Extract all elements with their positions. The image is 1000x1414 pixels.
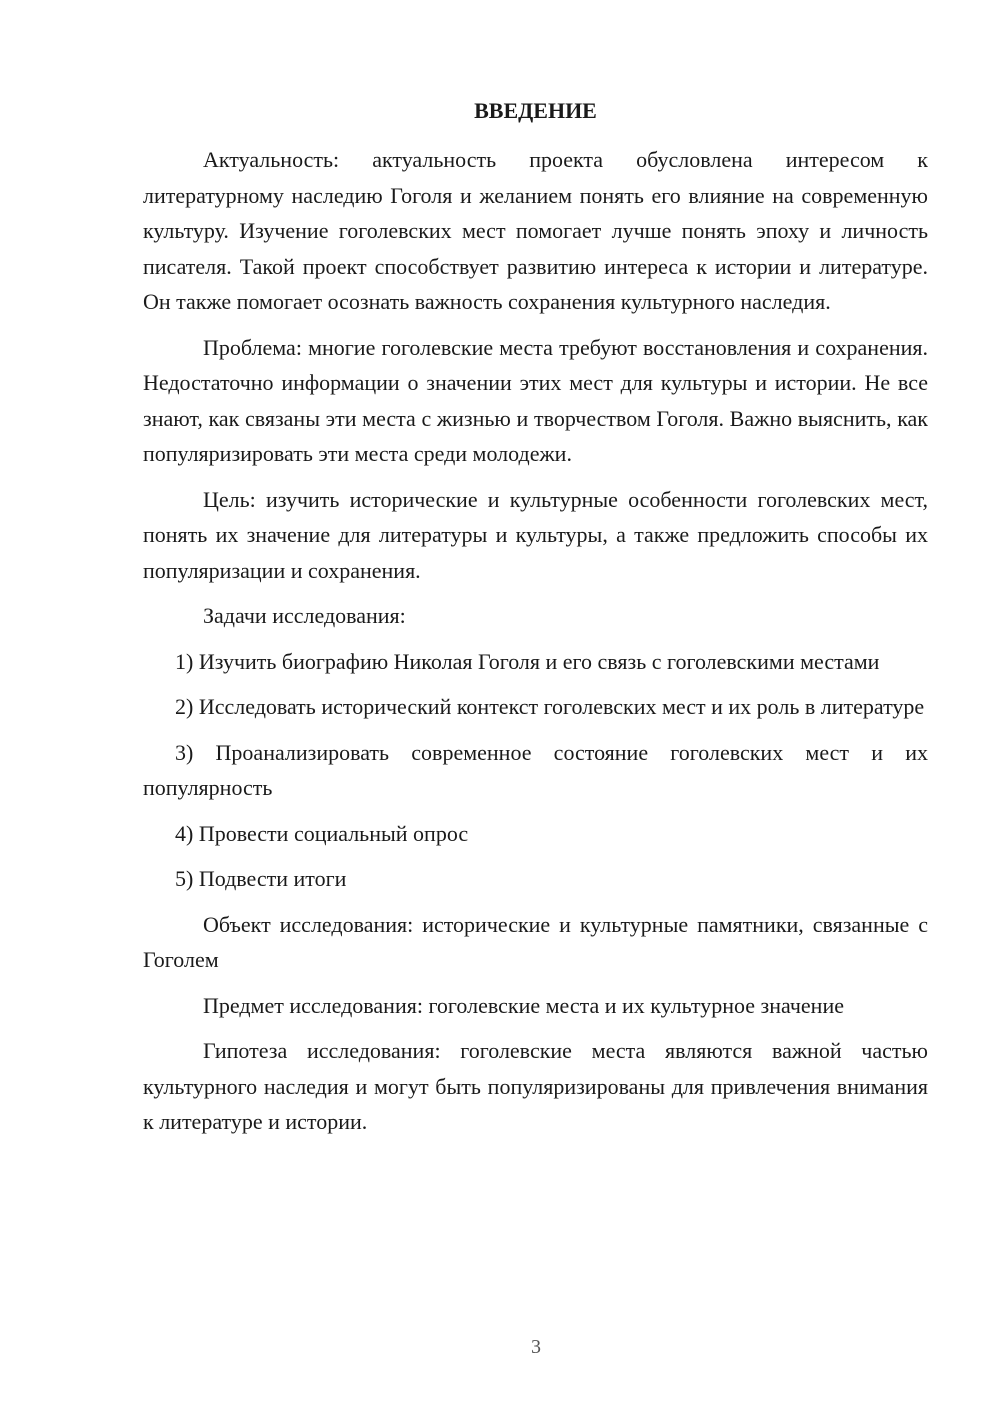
object-paragraph: Объект исследования: исторические и культурные памятники, связанные с Гоголем: [143, 911, 928, 972]
task-item: 5) Подвести итоги: [175, 866, 347, 891]
hypothesis-paragraph: Гипотеза исследования: гоголевские места являются важной частью культурного наследия и могут быть популяризированы для привлечения внимания к литературе и истории.: [143, 1038, 928, 1134]
document-body: [143, 142, 928, 1150]
relevance-paragraph: Актуальность: актуальность проекта обусловлена интересом к литературному наследию Гоголя и желанием понять его влияние на современную культуру. Изучение гоголевских мест помогает лучше понять эпоху и личность писателя. Такой проект способствует развитию интереса к истории и литературе. Он также помогает осознать важность сохранения культурного наследия.: [143, 147, 928, 314]
problem-paragraph: Проблема: многие гоголевские места требуют восстановления и сохранения. Недостаточно информации о значении этих мест для культуры и истории. Не все знают, как связаны эти места с жизнью и творчеством Гоголя. Важно выяснить, как популяризировать эти места среди молодежи.: [143, 334, 928, 466]
page-number: 3: [531, 1336, 541, 1358]
task-item: 1) Изучить биографию Николая Гоголя и его связь с гоголевскими местами: [175, 648, 880, 674]
subject-paragraph: Предмет исследования: гоголевские места и их культурное значение: [203, 992, 844, 1018]
page-title: ВВЕДЕНИЕ: [474, 98, 597, 123]
task-item: 2) Исследовать исторический контекст гоголевских мест и их роль в литературе: [175, 694, 925, 719]
goal-paragraph: Цель: изучить исторические и культурные особенности гоголевских мест, понять их значение для литературы и культуры, а также предложить способы их популяризации и сохранения.: [143, 486, 928, 583]
tasks-heading: Задачи исследования:: [203, 603, 406, 628]
task-item: 3) Проанализировать современное состояние гоголевских мест и их популярность: [143, 739, 928, 800]
task-item: 4) Провести социальный опрос: [175, 820, 469, 846]
